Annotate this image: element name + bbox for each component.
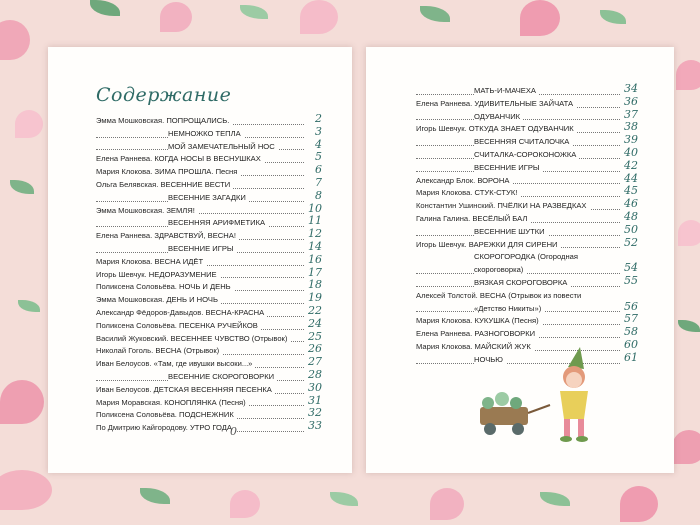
toc-entry-text xyxy=(416,291,584,300)
toc-entry-text xyxy=(168,193,249,202)
toc-title: СКОРОГОРОДКА (Огородная xyxy=(474,252,579,262)
toc-entry xyxy=(96,406,322,422)
toc-title: МАТЬ-И-МАЧЕХА xyxy=(474,86,536,95)
toc-entry xyxy=(96,112,322,128)
toc-entry-text xyxy=(96,423,235,432)
toc-title: КОГДА НОСЫ В ВЕСНУШКАХ xyxy=(154,154,261,164)
toc-entry-text xyxy=(474,112,523,121)
leaf-decoration xyxy=(420,6,450,22)
toc-page-number: 38 xyxy=(624,120,638,134)
toc-page-number: 22 xyxy=(308,303,322,317)
toc-author: Мария Моравская. xyxy=(96,397,163,407)
toc-author: Иван Белоусов. xyxy=(96,384,152,394)
toc-title: ВЕСЕННИЕ ИГРЫ xyxy=(474,162,540,172)
toc-title: УДИВИТЕЛЬНЫЕ ЗАЙЧАТА xyxy=(474,98,574,108)
toc-entry xyxy=(96,355,322,371)
toc-entry-text xyxy=(96,270,220,279)
toc-entry-text xyxy=(474,278,570,287)
toc-entry-text xyxy=(474,163,543,172)
toc-page-number: 2 xyxy=(315,112,322,125)
toc-entry-text xyxy=(96,295,221,304)
toc-entry-text xyxy=(416,124,577,133)
toc-page-number: 19 xyxy=(308,291,322,305)
toc-entry xyxy=(96,137,322,154)
toc-author: Эмма Мошковская. xyxy=(96,295,165,305)
toc-list-left xyxy=(96,112,322,435)
toc-author: Мария Клокова. xyxy=(416,316,473,326)
toc-entry-text xyxy=(96,257,206,266)
toc-page-number: 25 xyxy=(308,329,322,343)
toc-author: Игорь Шевчук. xyxy=(96,269,147,279)
toc-author: Ольга Белявская. xyxy=(96,179,159,189)
toc-title: ЗИМА ПРОШЛА. Песня xyxy=(154,167,238,177)
toc-page-number: 24 xyxy=(308,316,322,330)
toc-author: Александр Блок. xyxy=(416,175,476,185)
toc-page-number: 60 xyxy=(624,337,638,351)
toc-page-number: 40 xyxy=(624,145,638,159)
toc-entry xyxy=(96,227,322,243)
leaf-decoration xyxy=(18,300,40,312)
toc-author: Елена Раннева. xyxy=(96,231,153,241)
flower-decoration xyxy=(0,470,52,510)
toc-page-number: 44 xyxy=(624,171,638,185)
toc-title: МАЙСКИЙ ЖУК xyxy=(474,341,531,351)
flower-decoration xyxy=(15,110,43,138)
toc-title: ВЕСЕННИЕ ШУТКИ xyxy=(474,226,545,236)
toc-title: ВЕСЕННИЕ ВЕСТИ xyxy=(160,179,231,189)
toc-page-number: 56 xyxy=(624,299,638,313)
toc-entry-text xyxy=(168,244,237,253)
toc-entry xyxy=(96,329,322,346)
toc-title: ЗДРАВСТВУЙ, ВЕСНА! xyxy=(154,231,236,241)
toc-entry-text xyxy=(474,304,544,313)
toc-entry-text xyxy=(96,116,232,125)
toc-page-number: 55 xyxy=(624,273,638,287)
toc-author: Галина Галина. xyxy=(416,213,471,223)
toc-page-number: 27 xyxy=(308,355,322,369)
toc-title: «Детство Никиты») xyxy=(474,303,542,313)
toc-title: ВЕСНА ИДЁТ xyxy=(154,256,204,266)
toc-entry-text xyxy=(96,231,239,240)
leaf-decoration xyxy=(540,492,570,506)
toc-entry xyxy=(416,197,638,213)
flower-decoration xyxy=(678,220,700,246)
toc-page-number: 5 xyxy=(315,150,322,164)
toc-entry xyxy=(416,145,638,162)
leaf-decoration xyxy=(678,320,700,332)
toc-entry xyxy=(416,82,638,98)
toc-title: КУКУШКА (Песня) xyxy=(474,316,539,326)
toc-title: СТУК-СТУК! xyxy=(474,188,518,198)
toc-page-number: 45 xyxy=(624,184,638,198)
toc-entry-text xyxy=(96,346,222,355)
toc-entry xyxy=(96,163,322,179)
flower-decoration xyxy=(620,486,658,522)
toc-entry xyxy=(96,175,322,192)
toc-page-number: 57 xyxy=(624,312,638,326)
toc-title: ВЕСЕННЯЯ СЧИТАЛОЧКА xyxy=(474,137,570,147)
toc-entry xyxy=(416,261,638,277)
toc-page-number: 61 xyxy=(624,350,638,364)
toc-title: ВОРОНА xyxy=(477,175,510,185)
toc-entry-text xyxy=(168,129,244,138)
toc-entry xyxy=(416,273,638,290)
toc-entry xyxy=(96,303,322,320)
toc-author: Мария Клокова. xyxy=(416,188,473,198)
toc-entry xyxy=(416,290,630,303)
toc-entry-text xyxy=(474,252,581,261)
toc-title: НЕДОРАЗУМЕНИЕ xyxy=(148,269,217,279)
flower-decoration xyxy=(430,488,464,520)
toc-title: ДЕНЬ И НОЧЬ xyxy=(166,295,218,305)
toc-page-number: 28 xyxy=(308,367,322,381)
flower-decoration xyxy=(0,380,44,424)
leaf-decoration xyxy=(240,5,268,19)
toc-entry-text xyxy=(474,86,539,95)
toc-entry xyxy=(96,342,322,358)
toc-entry-text xyxy=(474,265,526,274)
toc-entry xyxy=(96,265,322,282)
toc-author: Мария Клокова. xyxy=(96,167,153,177)
toc-page-number: 30 xyxy=(308,380,322,394)
toc-title: ВЕСЕННЕЕ ЧУВСТВО (Отрывок) xyxy=(170,333,288,343)
toc-title: ВЕСНА (Отрывок) xyxy=(155,346,220,356)
flower-decoration xyxy=(0,20,30,60)
toc-entry xyxy=(96,278,322,294)
toc-entry xyxy=(416,325,638,341)
toc-page-number: 32 xyxy=(308,406,322,420)
toc-entry-text xyxy=(416,240,561,249)
toc-author: Эмма Мошковская. xyxy=(96,116,165,125)
toc-entry xyxy=(96,316,322,333)
toc-page-number: 36 xyxy=(624,94,638,108)
toc-entry xyxy=(416,120,638,136)
toc-page-number: 33 xyxy=(308,419,322,433)
toc-title: ПОПРОЩАЛИСЬ. xyxy=(166,116,230,125)
toc-page-number: 26 xyxy=(308,342,322,356)
flower-decoration xyxy=(230,490,260,518)
toc-entry xyxy=(416,312,638,328)
leaf-decoration xyxy=(330,492,358,506)
toc-entry-text xyxy=(96,385,275,394)
toc-entry xyxy=(416,133,638,149)
leaf-decoration xyxy=(10,180,34,194)
page-number: 0 xyxy=(230,425,237,438)
toc-page-number: 4 xyxy=(315,137,322,151)
toc-entry-text xyxy=(416,201,590,210)
toc-title: «Там, где ивушки высоки...» xyxy=(153,359,253,369)
toc-entry-text xyxy=(96,206,198,215)
toc-entry-text xyxy=(96,321,261,330)
toc-entry-text xyxy=(96,167,240,176)
toc-entry xyxy=(416,184,638,200)
toc-entry-text xyxy=(96,282,234,291)
toc-author: Алексей Толстой. xyxy=(416,290,478,300)
toc-entry-text xyxy=(168,218,268,227)
toc-title: ПЧЁЛКИ НА РАЗВЕДКАХ xyxy=(497,201,587,211)
toc-title: ДЕТСКАЯ ВЕСЕННЯЯ ПЕСЕНКА xyxy=(153,384,272,394)
toc-entry-text xyxy=(96,398,249,407)
toc-page-number: 54 xyxy=(624,261,638,275)
toc-author: Поликсена Соловьёва. xyxy=(96,320,177,330)
toc-title: ВЕСЕННИЕ ИГРЫ xyxy=(168,243,234,253)
flower-decoration xyxy=(160,2,192,32)
toc-title: ВЕСНА-КРАСНА xyxy=(205,307,265,317)
leaf-decoration xyxy=(90,0,120,16)
toc-page-number: 50 xyxy=(624,222,638,236)
toc-page-number: 42 xyxy=(624,158,638,172)
toc-title: ОТКУДА ЗНАЕТ ОДУВАНЧИК xyxy=(468,124,574,134)
toc-entry xyxy=(96,419,322,435)
toc-entry xyxy=(416,209,638,226)
toc-page-number: 14 xyxy=(308,239,322,253)
toc-entry xyxy=(96,291,322,307)
toc-entry xyxy=(416,222,638,239)
toc-entry-text xyxy=(416,99,576,108)
toc-page-number: 17 xyxy=(308,265,322,279)
toc-page-number: 34 xyxy=(624,82,638,95)
toc-entry-text xyxy=(416,329,538,338)
toc-entry-text xyxy=(168,142,278,151)
toc-entry-text xyxy=(168,372,277,381)
toc-page-number: 3 xyxy=(315,124,322,138)
toc-title: ВЕСЁЛЫЙ БАЛ xyxy=(472,213,528,223)
toc-entry-text xyxy=(474,137,572,146)
toc-entry xyxy=(96,252,322,269)
toc-entry-text xyxy=(416,188,520,197)
flower-decoration xyxy=(672,430,700,464)
flower-decoration xyxy=(676,60,700,90)
toc-page-number: 31 xyxy=(308,393,322,407)
toc-title: ВЕСЕННИЕ СКОРОГОВОРКИ xyxy=(168,371,275,381)
toc-entry-text xyxy=(96,308,267,317)
toc-entry xyxy=(416,171,638,188)
toc-title: ВЕСЕННИЕ ЗАГАДКИ xyxy=(168,192,246,202)
toc-page-number: 10 xyxy=(308,201,322,215)
toc-title: ВАРЕЖКИ ДЛЯ СИРЕНИ xyxy=(468,239,558,249)
toc-title: ОДУВАНЧИК xyxy=(474,111,521,121)
toc-title: МОЙ ЗАМЕЧАТЕЛЬНЫЙ НОС xyxy=(168,141,275,151)
toc-author: Иван Белоусов. xyxy=(96,359,152,369)
toc-author: Мария Клокова. xyxy=(416,341,473,351)
toc-entry xyxy=(96,150,322,166)
toc-title: ПОДСНЕЖНИК xyxy=(179,410,234,420)
toc-page-number: 7 xyxy=(315,175,322,189)
toc-entry-text xyxy=(96,410,237,419)
toc-author: Мария Клокова. xyxy=(96,256,153,266)
toc-entry xyxy=(96,124,322,141)
page-title: Содержание xyxy=(96,84,232,106)
toc-title: СЧИТАЛКА-СОРОКОНОЖКА xyxy=(474,149,577,159)
toc-author: Елена Раннева. xyxy=(416,98,473,108)
toc-entry-text xyxy=(96,334,290,343)
toc-author: Елена Раннева. xyxy=(416,329,473,339)
toc-page-number: 12 xyxy=(308,227,322,241)
toc-entry xyxy=(416,107,638,124)
leaf-decoration xyxy=(600,10,626,24)
toc-author: Василий Жуковский. xyxy=(96,333,169,343)
flower-decoration xyxy=(300,0,338,34)
toc-title: НЕМНОЖКО ТЕПЛА xyxy=(168,128,241,138)
right-page xyxy=(366,47,674,473)
toc-title: КОНОПЛЯНКА (Песня) xyxy=(164,397,246,407)
toc-author: Игорь Шевчук. xyxy=(416,124,467,134)
toc-entry xyxy=(96,367,322,384)
toc-page-number: 58 xyxy=(624,325,638,339)
toc-entry-text xyxy=(416,316,542,325)
toc-entry-text xyxy=(96,154,264,163)
toc-entry-text xyxy=(96,359,255,368)
toc-entry xyxy=(96,393,322,410)
toc-page-number: 39 xyxy=(624,133,638,147)
toc-title: ВЕСНА (Отрывок из повести xyxy=(479,290,582,300)
toc-title: ПЕСЕНКА РУЧЕЙКОВ xyxy=(179,320,258,330)
toc-entry xyxy=(416,235,638,252)
toc-title: НОЧЬЮ xyxy=(474,354,503,364)
toc-entry xyxy=(96,380,322,397)
toc-title: ВЕСЕННЯЯ АРИФМЕТИКА xyxy=(168,218,266,228)
toc-title: ВЯЗКАЯ СКОРОГОВОРКА xyxy=(474,277,568,287)
toc-list-right xyxy=(416,82,638,367)
toc-entry xyxy=(416,158,638,175)
toc-author: Константин Ушинский. xyxy=(416,201,496,211)
toc-title: РАЗНОГОВОРКИ xyxy=(474,329,536,339)
toc-author: По Дмитрию Кайгородову. xyxy=(96,423,188,433)
toc-entry-text xyxy=(416,214,530,223)
toc-author: Игорь Шевчук. xyxy=(416,239,467,249)
toc-page-number: 8 xyxy=(315,188,322,202)
toc-entry xyxy=(416,251,630,264)
girl-with-cart-illustration xyxy=(476,347,626,447)
toc-author: Поликсена Соловьёва. xyxy=(96,410,177,420)
toc-author: Эмма Мошковская. xyxy=(96,205,165,215)
toc-entry xyxy=(96,214,322,230)
toc-entry xyxy=(96,201,322,218)
toc-author: Поликсена Соловьёва. xyxy=(96,282,177,292)
toc-entry-text xyxy=(474,150,579,159)
toc-page-number: 6 xyxy=(315,163,322,177)
toc-author: Александр Фёдоров-Давыдов. xyxy=(96,307,204,317)
toc-title: УТРО ГОДА xyxy=(189,423,232,433)
toc-author: Елена Раннева. xyxy=(96,154,153,164)
toc-title: скороговорка) xyxy=(474,265,524,275)
toc-page-number: 16 xyxy=(308,252,322,266)
toc-entry xyxy=(96,239,322,256)
toc-entry xyxy=(416,94,638,111)
toc-page-number: 11 xyxy=(308,214,322,228)
toc-author: Николай Гоголь. xyxy=(96,346,154,356)
toc-entry-text xyxy=(96,180,233,189)
left-page xyxy=(48,47,352,473)
flower-decoration xyxy=(520,0,560,36)
toc-title: НОЧЬ И ДЕНЬ xyxy=(179,282,231,292)
toc-title: ЗЕМЛЯ! xyxy=(166,205,195,215)
leaf-decoration xyxy=(140,488,170,504)
toc-entry xyxy=(416,299,638,316)
toc-entry xyxy=(96,188,322,205)
toc-entry-text xyxy=(474,227,548,236)
toc-page-number: 46 xyxy=(624,197,638,211)
toc-page-number: 52 xyxy=(624,235,638,249)
toc-page-number: 48 xyxy=(624,209,638,223)
toc-page-number: 18 xyxy=(308,278,322,292)
toc-entry-text xyxy=(416,176,512,185)
toc-page-number: 37 xyxy=(624,107,638,121)
